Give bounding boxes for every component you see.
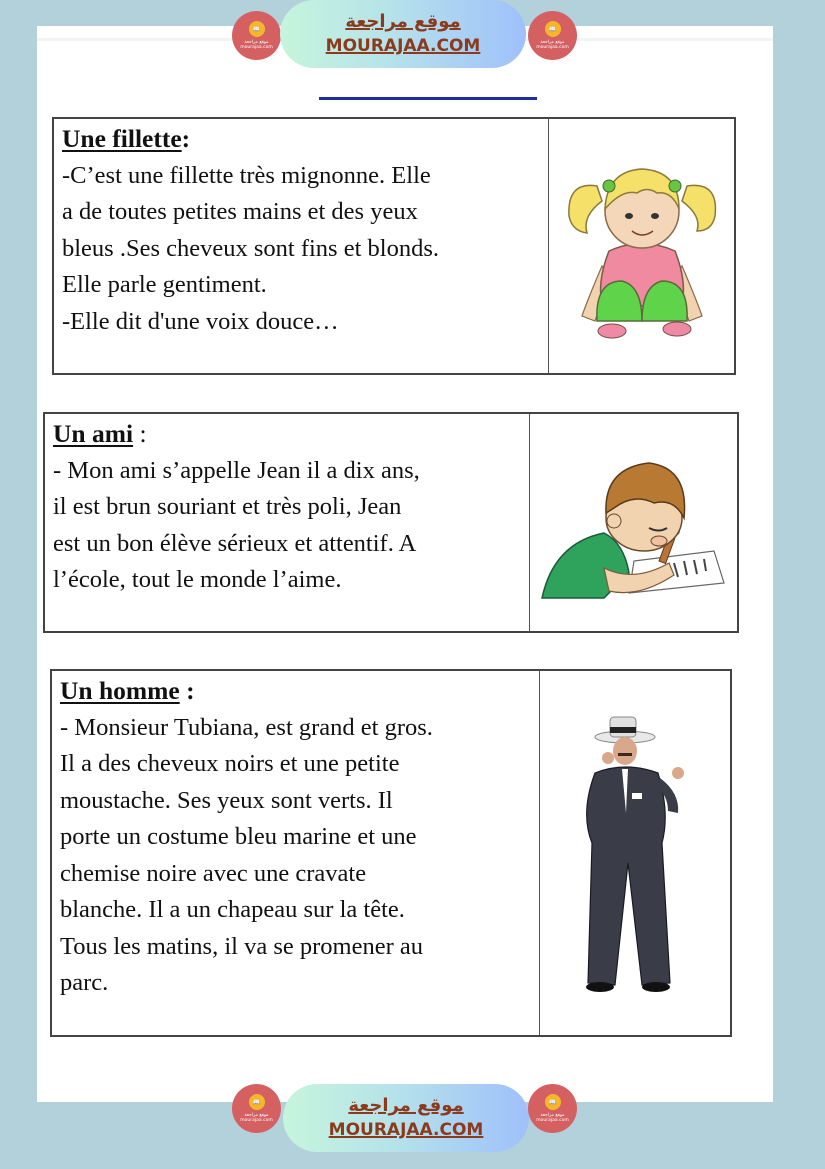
- text-line: -C’est une fillette très mignonne. Elle: [62, 161, 431, 189]
- badge-logo-right-bottom: 📖 موقع مراجعة mourajaa.com: [528, 1084, 577, 1133]
- section-homme: [50, 669, 732, 1037]
- text-line: parc.: [60, 969, 109, 996]
- text-line: - Mon ami s’appelle Jean il a dix ans,: [53, 456, 420, 484]
- text-line: Tous les matins, il va se promener au: [60, 932, 423, 960]
- text-line: Elle parle gentiment.: [62, 271, 267, 298]
- girl-illustration: [549, 119, 734, 373]
- man-in-suit-photo: [540, 671, 730, 1035]
- text-line: - Monsieur Tubiana, est grand et gros.: [60, 713, 433, 741]
- book-icon: 📖: [249, 1094, 265, 1110]
- text-line: Il a des cheveux noirs et une petite: [60, 750, 400, 777]
- text-line: chemise noire avec une cravate: [60, 859, 367, 887]
- badge-logo-left-bottom: 📖 موقع مراجعة mourajaa.com: [232, 1084, 281, 1133]
- section-fillette: [52, 117, 736, 375]
- section-text: Un homme : - Monsieur Tubiana, est grand et gros. Il a des cheveux noirs et une petite moustache. Ses yeux sont verts. Il porte un costume bleu marine et une chemise noire avec une cravate blanche. Il a un chapeau sur la tête. Tous les matins, il va se promener au parc.: [52, 671, 540, 1035]
- text-line: blanche. Il a un chapeau sur la tête.: [60, 896, 405, 923]
- section-text: Une fillette: -C’est une fillette très mignonne. Elle a de toutes petites mains et des yeux bleus .Ses cheveux sont fins et blonds. Elle parle gentiment. -Elle dit d'une voix douce…: [54, 119, 549, 373]
- section-heading: Une fillette: [62, 124, 182, 153]
- site-banner-top[interactable]: موقع مراجعة MOURAJAA.COM: [280, 0, 526, 68]
- section-heading: Un ami: [53, 419, 134, 448]
- text-line: il est brun souriant et très poli, Jean: [53, 493, 402, 520]
- document-page: [37, 26, 773, 1102]
- site-banner-bottom[interactable]: موقع مراجعة MOURAJAA.COM: [283, 1084, 529, 1152]
- page-title-underline: [319, 70, 537, 100]
- book-icon: 📖: [545, 21, 561, 37]
- text-line: moustache. Ses yeux sont verts. Il: [60, 786, 393, 814]
- text-line: porte un costume bleu marine et une: [60, 823, 417, 850]
- text-line: l’école, tout le monde l’aime.: [53, 566, 342, 593]
- text-line: a de toutes petites mains et des yeux: [62, 198, 418, 225]
- text-line: est un bon élève sérieux et attentif. A: [53, 529, 417, 557]
- section-ami: [43, 412, 739, 633]
- boy-writing-illustration: [530, 414, 737, 631]
- text-line: bleus .Ses cheveux sont fins et blonds.: [62, 234, 439, 262]
- book-icon: 📖: [249, 21, 265, 37]
- badge-logo-left-top: 📖 موقع مراجعة mourajaa.com: [232, 11, 281, 60]
- text-line: -Elle dit d'une voix douce…: [62, 307, 339, 335]
- badge-logo-right-top: 📖 موقع مراجعة mourajaa.com: [528, 11, 577, 60]
- book-icon: 📖: [545, 1094, 561, 1110]
- section-text: Un ami : - Mon ami s’appelle Jean il a dix ans, il est brun souriant et très poli, Jean est un bon élève sérieux et attentif. A l’école, tout le monde l’aime.: [45, 414, 530, 631]
- section-heading: Un homme: [60, 676, 180, 705]
